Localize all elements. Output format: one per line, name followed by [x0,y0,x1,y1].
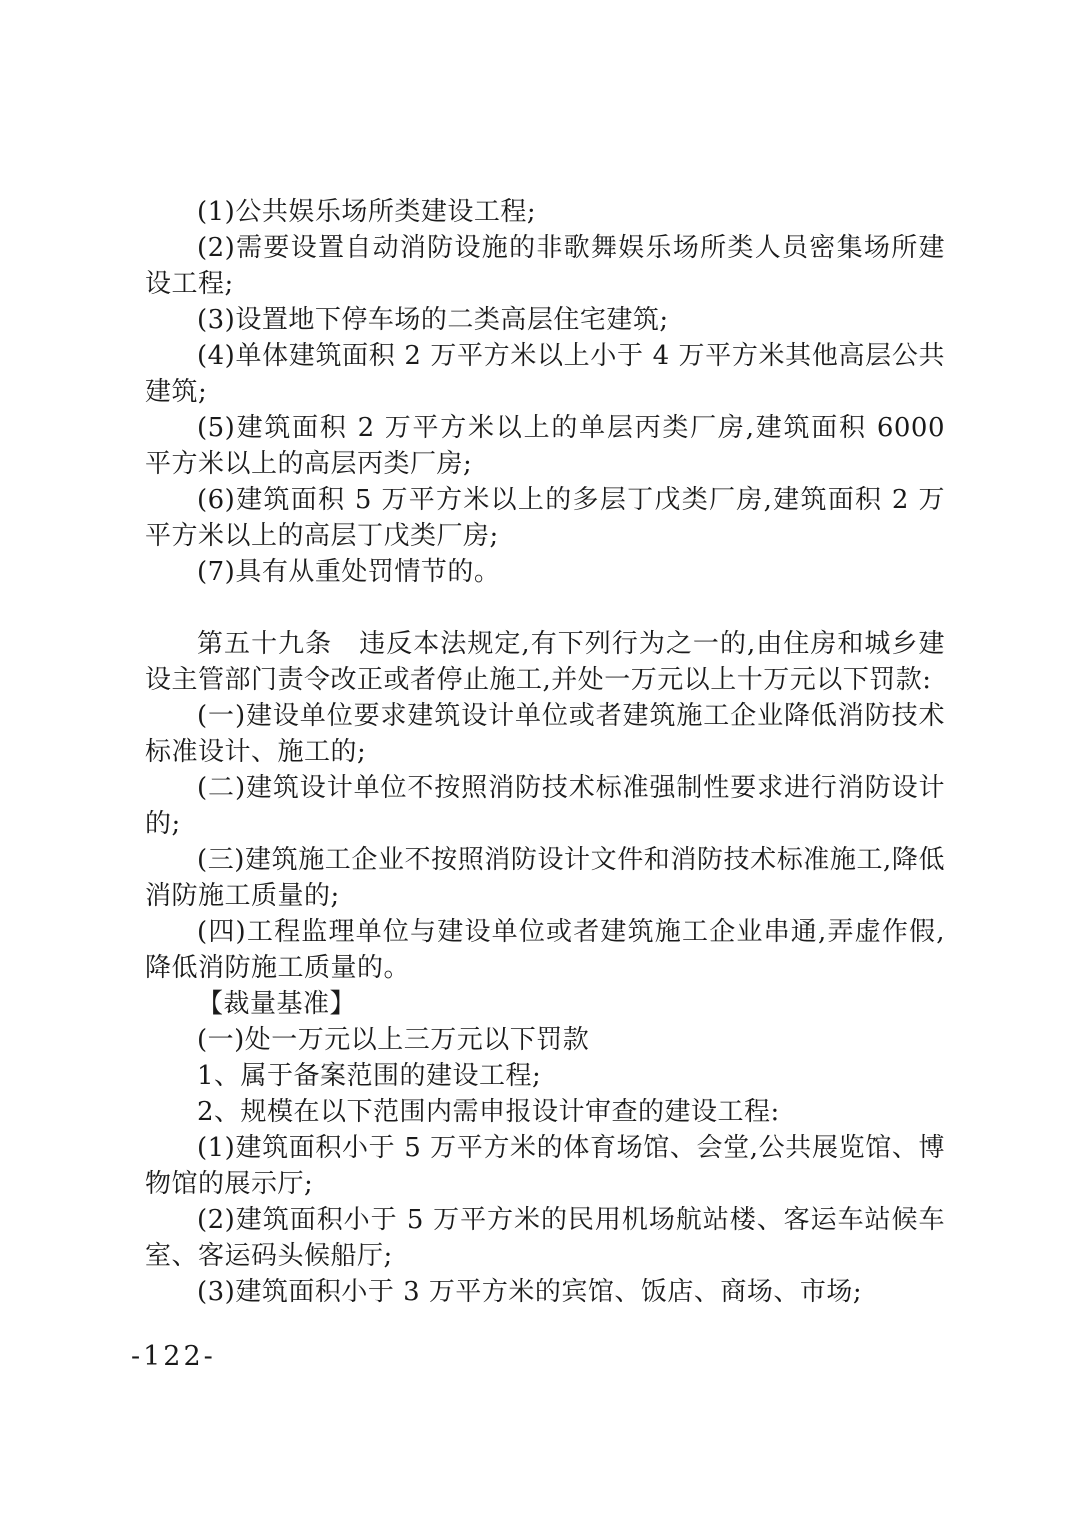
paragraph: (1)公共娱乐场所类建设工程; [197,197,537,227]
paragraph: (3)建筑面积小于 3 万平方米的宾馆、饭店、商场、市场; [197,1277,863,1307]
law-article-item: (四)工程监理单位与建设单位或者建筑施工企业串通,弄虚作假,降低消防施工质量的。 [145,917,945,983]
paragraph: (2)建筑面积小于 5 万平方米的民用机场航站楼、客运车站候车室、客运码头候船厅; [145,1205,945,1271]
paragraph: (6)建筑面积 5 万平方米以上的多层丁戊类厂房,建筑面积 2 万平方米以上的高层丁戊类厂房; [145,485,945,551]
paragraph: 1、属于备案范围的建设工程; [197,1061,542,1091]
paragraph: (2)需要设置自动消防设施的非歌舞娱乐场所类人员密集场所建设工程; [145,233,945,299]
page-number: -122- [131,1341,216,1372]
document-body [145,194,945,1310]
paragraph: 2、规模在以下范围内需申报设计审查的建设工程: [197,1097,780,1127]
law-article-item: (三)建筑施工企业不按照消防设计文件和消防技术标准施工,降低消防施工质量的; [145,845,945,911]
paragraph: (1)建筑面积小于 5 万平方米的体育场馆、会堂,公共展览馆、博物馆的展示厅; [145,1133,945,1199]
paragraph: (3)设置地下停车场的二类高层住宅建筑; [197,305,669,335]
law-article-item: (二)建筑设计单位不按照消防技术标准强制性要求进行消防设计的; [145,773,945,839]
paragraph: (5)建筑面积 2 万平方米以上的单层丙类厂房,建筑面积 6000 平方米以上的高层丙类厂房; [145,413,945,479]
paragraph: (7)具有从重处罚情节的。 [197,557,501,587]
law-article-item: (一)建设单位要求建筑设计单位或者建筑施工企业降低消防技术标准设计、施工的; [145,701,945,767]
paragraph: (4)单体建筑面积 2 万平方米以上小于 4 万平方米其他高层公共建筑; [145,341,945,407]
law-article-paragraph: 第五十九条 违反本法规定,有下列行为之一的,由住房和城乡建设主管部门责令改正或者停止施工,并处一万元以上十万元以下罚款: [145,629,945,695]
paragraph: (一)处一万元以上三万元以下罚款 [197,1025,590,1055]
section-heading: 【裁量基准】 [197,989,357,1019]
